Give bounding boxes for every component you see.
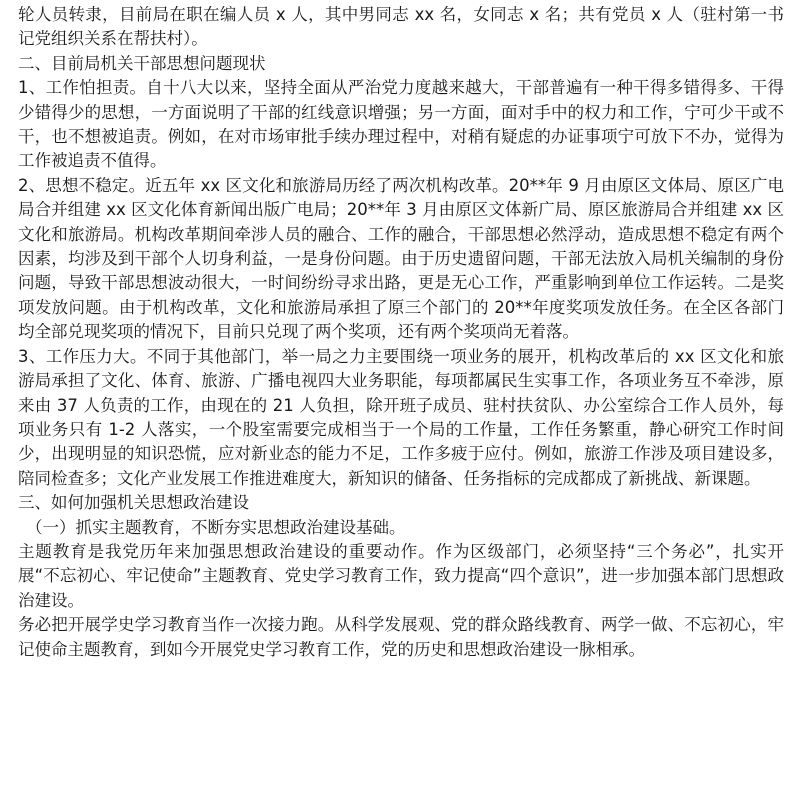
subsection-heading-1: （一）抓实主题教育，不断夯实思想政治建设基础。	[26, 517, 406, 537]
section-heading-3: 三、如何加强机关思想政治建设	[18, 493, 249, 513]
paragraph-relay: 务必把开展学史学习教育当作一次接力跑。从科学发展观、党的群众路线教育、两学一做、不忘初心，牢记使命主题教育，到如今开展党史学习教育工作，党的历史和思想政治建设一脉相承。	[18, 615, 784, 659]
paragraph-issue-1: 1、工作怕担责。自十八大以来，坚持全面从严治党力度越来越大，干部普遍有一种干得多错得多、干得少错得少的思想，一方面说明了干部的红线意识增强；另一方面，面对手中的权力和工作，宁可少干或不干，也不想被追责。例如，在对市场审批手续办理过程中，对稍有疑虑的办证事项宁可放下不办，觉得为工作被追责不值得。	[18, 78, 784, 171]
paragraph-theme-education: 主题教育是我党历年来加强思想政治建设的重要动作。作为区级部门，必须坚持“三个务必”，扎实开展“不忘初心、牢记使命”主题教育、党史学习教育工作，致力提高“四个意识”，进一步加强本部门思想政治建设。	[18, 541, 784, 610]
paragraph-staff-count: 轮人员转隶，目前局在职在编人员 x 人，其中男同志 xx 名，女同志 x 名；共有党员 x 人（驻村第一书记党组织关系在帮扶村）。	[18, 5, 784, 49]
paragraph-issue-2: 2、思想不稳定。近五年 xx 区文化和旅游局历经了两次机构改革。20**年 9 月由原区文体局、原区广电局合并组建 xx 区文化体育新闻出版广电局；20**年 3 月由原区文体新广局、原区旅游局合并组建 xx 区文化和旅游局。机构改革期间牵涉人员的融合、工作的融合，干部思想必然浮动，造成思想不稳定有两个因素，均涉及到干部个人切身利益，一是身份问题。由于历史遗留问题，干部无法放入局机关编制的身份问题，导致干部思想波动很大，一时间纷纷寻求出路，更是无心工作，严重影响到单位工作运转。二是奖项发放问题。由于机构改革，文化和旅游局承担了原三个部门的 20**年度奖项发放任务。在全区各部门均全部兑现奖项的情况下，目前只兑现了两个奖项，还有两个奖项尚无着落。	[18, 175, 784, 342]
section-heading-2: 二、目前局机关干部思想问题现状	[18, 53, 266, 73]
paragraph-issue-3: 3、工作压力大。不同于其他部门，举一局之力主要围绕一项业务的展开，机构改革后的 xx 区文化和旅游局承担了文化、体育、旅游、广播电视四大业务职能，每项都属民生实事工作，各项业务互不牵涉，原来由 37 人负责的工作，由现在的 21 人负担，除开班子成员、驻村扶贫队、办公室综合工作人员外，每项业务只有 1-2 人落实，一个股室需要完成相当于一个局的工作量，工作任务繁重，静心研究工作时间少，出现明显的知识恐慌，应对新业态的能力不足，工作多疲于应付。例如，旅游工作涉及项目建设多，陪同检查多；文化产业发展工作推进难度大，新知识的储备、任务指标的完成都成了新挑战、新课题。	[18, 346, 784, 488]
